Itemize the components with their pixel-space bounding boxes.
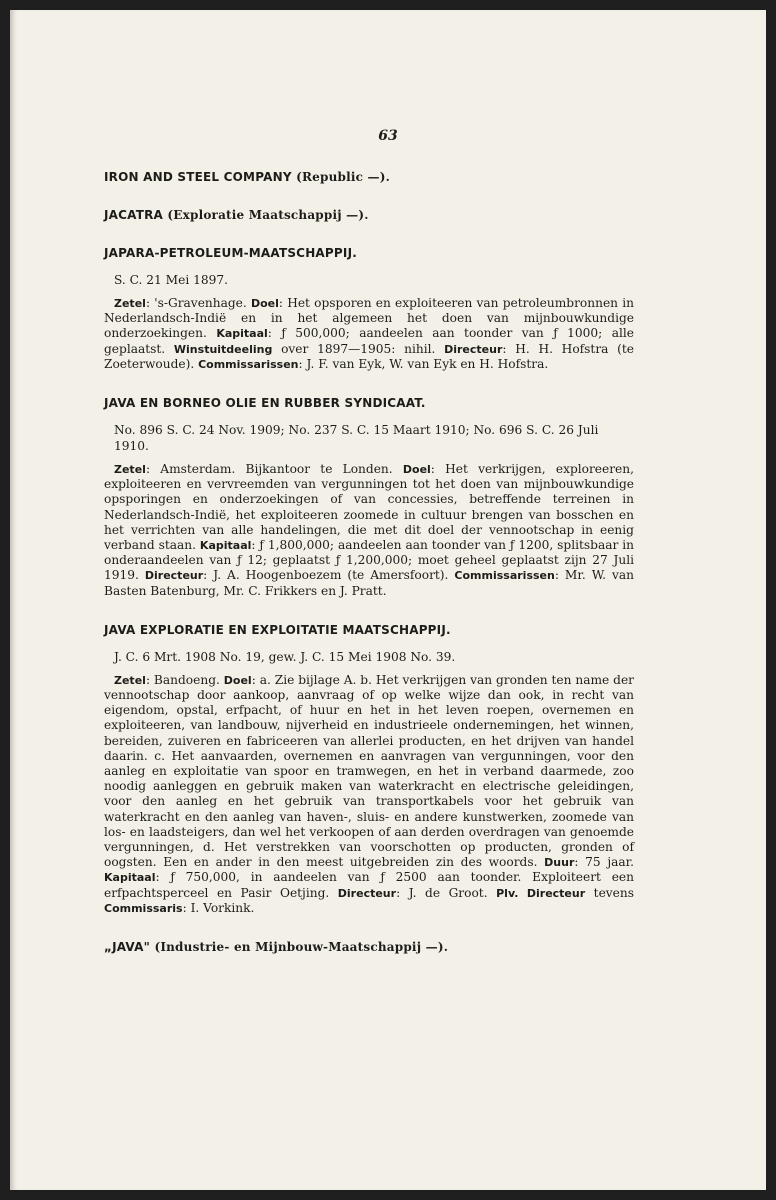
company-description	[104, 296, 634, 372]
field-text: : I. Vorkink.	[182, 900, 255, 915]
company-title	[104, 940, 634, 954]
field-label: Doel	[223, 673, 252, 687]
field-label: Commissarissen	[454, 569, 555, 583]
field-label: Doel	[402, 463, 431, 477]
company-description	[104, 673, 634, 916]
field-text: : Bandoeng.	[145, 672, 224, 687]
company-entry	[104, 246, 634, 372]
field-label: Commissarissen	[198, 357, 299, 371]
field-text: : Het opsporen en exploiteeren van petroleumbronnen in Nederlandsch-Indië en in het algemeen het doen van mijnbouwkundige onderzoekingen.	[104, 296, 634, 341]
company-title	[104, 396, 634, 410]
field-text: : Amsterdam. Bijkantoor te Londen.	[145, 462, 403, 477]
company-name: „JAVA"	[104, 940, 151, 955]
field-text: : ƒ 1,800,000; aandeelen aan toonder van ƒ 1200, splitsbaar in onderaandeelen van ƒ 12; geplaatst ƒ 1,200,000; moet geheel geplaatst zijn 27 Juli 1919.	[104, 538, 634, 583]
entries-list	[104, 170, 634, 978]
company-name: JAPARA-PETROLEUM-MAATSCHAPPIJ.	[104, 246, 357, 260]
field-label: Plv. Directeur	[496, 886, 586, 900]
company-entry	[104, 208, 634, 222]
field-label: Kapitaal	[216, 327, 268, 341]
field-label: Directeur	[444, 342, 503, 356]
field-label: Doel	[250, 297, 279, 310]
company-entry	[104, 940, 634, 954]
field-text: : 's-Gravenhage.	[145, 296, 251, 310]
field-text: : Mr. W. van Basten Batenburg, Mr. C. Frikkers en J. Pratt.	[104, 568, 634, 598]
company-name: JAVA EXPLORATIE EN EXPLOITATIE MAATSCHAPPIJ.	[104, 622, 451, 637]
company-entry	[104, 623, 634, 916]
field-label: Zetel	[114, 673, 146, 687]
company-entry	[104, 170, 634, 184]
company-title	[104, 170, 634, 184]
field-text: tevens	[585, 885, 634, 900]
field-text: : ƒ 500,000; aandeelen aan toonder van ƒ 1000; alle geplaatst.	[104, 326, 634, 356]
field-label: Duur	[544, 856, 575, 870]
field-label: Directeur	[144, 569, 204, 583]
field-label: Zetel	[114, 463, 146, 477]
company-description	[104, 462, 634, 599]
publication-reference: No. 896 S. C. 24 Nov. 1909; No. 237 S. C. 15 Maart 1910; No. 696 S. C. 26 Juli 1910.	[114, 423, 599, 454]
field-text: over 1897—1905: nihil.	[272, 341, 445, 356]
page-number: 63	[378, 128, 398, 144]
publication-reference: S. C. 21 Mei 1897.	[114, 273, 229, 287]
field-text: : 75 jaar.	[574, 855, 634, 870]
field-label: Zetel	[114, 297, 146, 310]
field-text: : a. Zie bijlage A. b. Het verkrijgen van gronden ten name der vennootschap door aankoop, aanvraag of op welke wijze dan ook, in recht van eigendom, opstal, erfpacht, of huur en het in het leven roepen, overnemen en exploiteeren, van landbouw, nijverheid en industrieele ondernemingen, het winnen, bereiden, zuiveren en fabriceeren van allerlei producten, en het drijven van handel daarin. c. Het aanvaarden, overnemen en aanvragen van vergunningen, voor den aanleg en exploitatie van spoor en tramwegen, en het in verband daarmede, zoo noodig aanleggen en gebruik maken van waterkracht en electrische geleidingen, voor den aanleg en het gebruik van transportkabels voor het gebruik van waterkracht en den aanleg van haven-, sluis- en andere kunstwerken, zoomede van los- en laadsteigers, dan wel het verkoopen of aan derden overdragen van genoemde vergunningen, d. Het verstrekken van voorschotten op producten, gronden of oogsten. Een en ander in den meest uitgebreiden zin des woords.	[104, 672, 634, 870]
field-label: Commissaris	[104, 901, 183, 915]
company-subtitle: (Exploratie Maatschappij —).	[167, 208, 369, 222]
field-text: : ƒ 750,000, in aandeelen van ƒ 2500 aan toonder. Exploiteert een erfpachtsperceel en Pasir Oetjing.	[104, 870, 634, 900]
document-page	[10, 10, 766, 1190]
field-label: Winstuitdeeling	[173, 342, 273, 356]
field-text: : Het verkrijgen, exploreeren, exploiteeren en vervreemden van vergunningen tot het doen van mijnbouwkundige opsporingen en onderzoekingen of van concessies, betreffende terreinen in Nederlandsch-Indië, het exploiteeren zoomede in cultuur brengen van bosschen en het verrichten van alle handelingen, die met dit doel der vennootschap in eenig verband staan.	[104, 462, 634, 553]
field-text: : J. de Groot.	[396, 885, 497, 900]
company-title	[104, 623, 634, 637]
company-subtitle: (Industrie- en Mijnbouw-Maatschappij —).	[154, 940, 449, 955]
company-name: JAVA EN BORNEO OLIE EN RUBBER SYNDICAAT.	[104, 396, 426, 411]
field-label: Kapitaal	[104, 871, 156, 885]
field-text: : H. H. Hofstra (te Zoeterwoude).	[104, 341, 634, 371]
company-subtitle: (Republic —).	[296, 170, 390, 184]
company-title	[104, 208, 634, 222]
field-label: Kapitaal	[199, 539, 252, 553]
field-text: : J. A. Hoogenboezem (te Amersfoort).	[203, 568, 455, 583]
field-label: Directeur	[337, 886, 397, 900]
publication-reference: J. C. 6 Mrt. 1908 No. 19, gew. J. C. 15 Mei 1908 No. 39.	[114, 649, 456, 664]
company-name: JACATRA	[104, 208, 164, 222]
field-text: : J. F. van Eyk, W. van Eyk en H. Hofstra.	[298, 356, 549, 371]
company-name: IRON AND STEEL COMPANY	[104, 170, 292, 184]
company-title	[104, 246, 634, 260]
company-entry	[104, 396, 634, 599]
